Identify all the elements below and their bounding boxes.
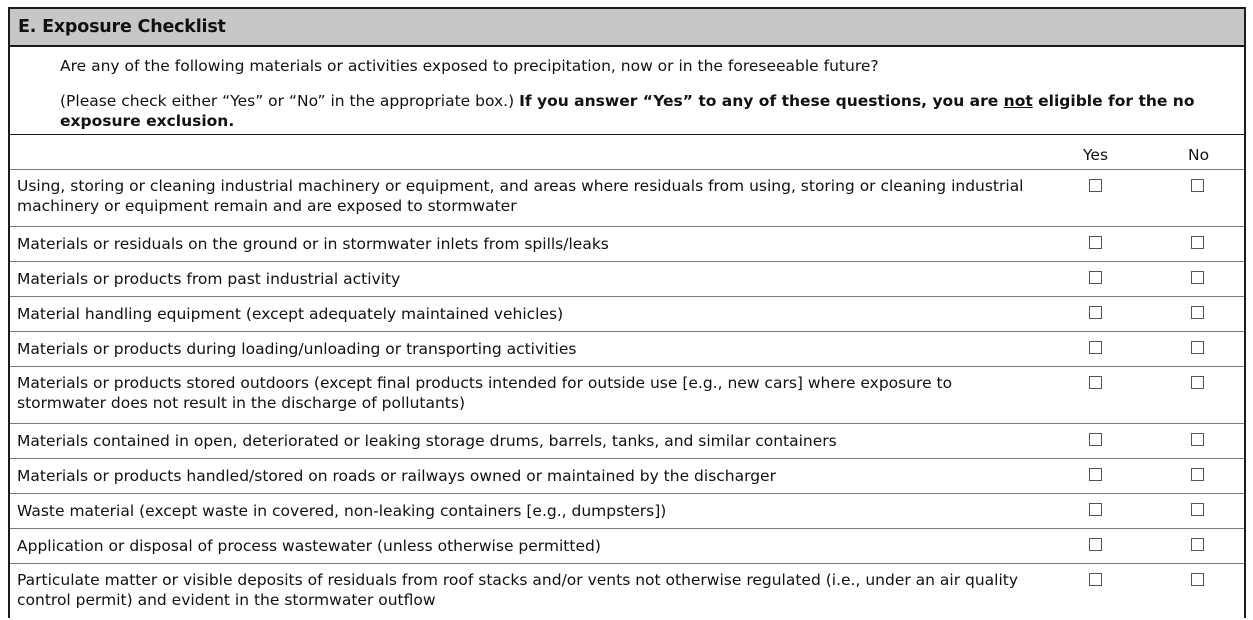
checklist-item-text: Materials contained in open, deteriorated or leaking storage drums, barrels, tanks, and similar containers bbox=[17, 432, 837, 450]
intro-block bbox=[10, 47, 1244, 135]
no-checkbox[interactable] bbox=[1191, 341, 1204, 354]
checklist-item-text: Using, storing or cleaning industrial machinery or equipment, and areas where residuals from using, storing or cleaning industrial machinery or equipment remain and are exposed to stormwater bbox=[17, 177, 1024, 215]
yes-checkbox[interactable] bbox=[1089, 306, 1102, 319]
no-checkbox[interactable] bbox=[1191, 538, 1204, 551]
column-header-row bbox=[10, 135, 1244, 170]
checklist-row bbox=[10, 367, 1244, 424]
instruction-plain: (Please check either “Yes” or “No” in the appropriate box.) bbox=[60, 92, 520, 110]
checklist-item-text: Material handling equipment (except adequately maintained vehicles) bbox=[17, 305, 564, 323]
checklist-row bbox=[10, 424, 1244, 459]
checklist-row bbox=[10, 529, 1244, 564]
checklist-item-text: Particulate matter or visible deposits of residuals from roof stacks and/or vents not otherwise regulated (i.e., under an air quality control permit) and evident in the stormwater outflow bbox=[17, 571, 1019, 609]
instruction-emphasis: not bbox=[1003, 92, 1033, 110]
yes-checkbox[interactable] bbox=[1089, 236, 1102, 249]
checklist-row bbox=[10, 227, 1244, 262]
no-checkbox[interactable] bbox=[1191, 433, 1204, 446]
no-checkbox[interactable] bbox=[1191, 376, 1204, 389]
section-title: E. Exposure Checklist bbox=[18, 17, 226, 37]
checklist-row bbox=[10, 170, 1244, 227]
yes-checkbox[interactable] bbox=[1089, 433, 1102, 446]
yes-checkbox[interactable] bbox=[1089, 376, 1102, 389]
no-checkbox[interactable] bbox=[1191, 573, 1204, 586]
checklist-item-text: Materials or products handled/stored on roads or railways owned or maintained by the discharger bbox=[17, 467, 776, 485]
checklist-row bbox=[10, 332, 1244, 367]
checklist-row bbox=[10, 564, 1244, 612]
checklist-item-text: Waste material (except waste in covered, non-leaking containers [e.g., dumpsters]) bbox=[17, 502, 667, 520]
yes-checkbox[interactable] bbox=[1089, 468, 1102, 481]
checklist-rows bbox=[10, 170, 1244, 612]
yes-checkbox[interactable] bbox=[1089, 271, 1102, 284]
checklist-row bbox=[10, 494, 1244, 529]
checklist-item-text: Materials or products during loading/unloading or transporting activities bbox=[17, 340, 577, 358]
yes-checkbox[interactable] bbox=[1089, 573, 1102, 586]
no-checkbox[interactable] bbox=[1191, 468, 1204, 481]
question-text: Are any of the following materials or activities exposed to precipitation, now or in the foreseeable future? bbox=[60, 57, 879, 75]
yes-checkbox[interactable] bbox=[1089, 503, 1102, 516]
no-checkbox[interactable] bbox=[1191, 179, 1204, 192]
no-checkbox[interactable] bbox=[1191, 503, 1204, 516]
no-checkbox[interactable] bbox=[1191, 306, 1204, 319]
checklist-item-text: Materials or residuals on the ground or in stormwater inlets from spills/leaks bbox=[17, 235, 609, 253]
column-header-no: No bbox=[1188, 146, 1210, 164]
checklist-item-text: Materials or products stored outdoors (except final products intended for outside use [e.g., new cars] where exposure to stormwater does not result in the discharge of pollutants) bbox=[17, 374, 953, 412]
checklist-row bbox=[10, 459, 1244, 494]
yes-checkbox[interactable] bbox=[1089, 341, 1102, 354]
column-header-yes: Yes bbox=[1083, 146, 1109, 164]
instruction-bold-after: eligible for the no exposure exclusion. bbox=[60, 92, 1195, 130]
no-checkbox[interactable] bbox=[1191, 271, 1204, 284]
checklist-item-text: Application or disposal of process wastewater (unless otherwise permitted) bbox=[17, 537, 601, 555]
no-checkbox[interactable] bbox=[1191, 236, 1204, 249]
instruction-text bbox=[60, 76, 1214, 131]
instruction-bold-before: If you answer “Yes” to any of these questions, you are bbox=[519, 92, 1004, 110]
section-header bbox=[10, 9, 1244, 47]
checklist-row bbox=[10, 297, 1244, 332]
yes-checkbox[interactable] bbox=[1089, 538, 1102, 551]
checklist-item-text: Materials or products from past industrial activity bbox=[17, 270, 401, 288]
exposure-checklist-form bbox=[8, 7, 1246, 618]
yes-checkbox[interactable] bbox=[1089, 179, 1102, 192]
checklist-row bbox=[10, 262, 1244, 297]
